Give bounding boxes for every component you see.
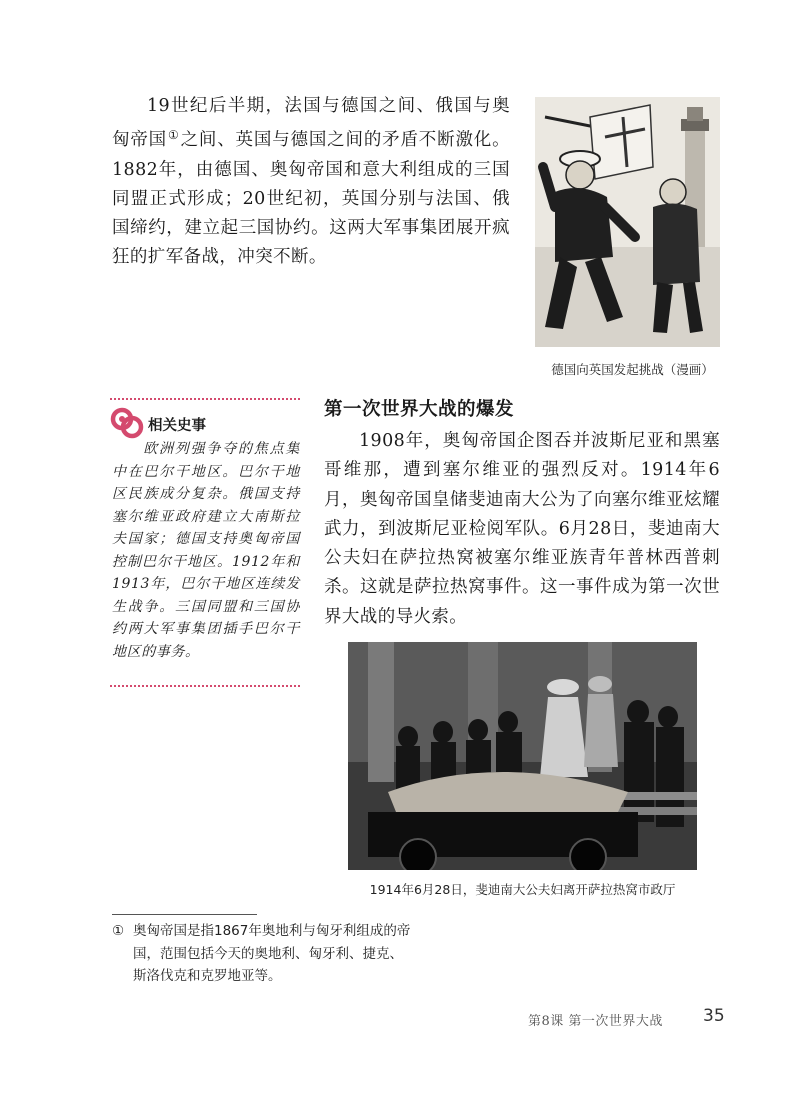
sarajevo-photo-caption: 1914年6月28日，斐迪南大公夫妇离开萨拉热窝市政厅 [369,882,676,897]
running-header: 第8课 第一次世界大战 [528,1014,663,1029]
sidebar-bottom-divider [110,685,300,687]
intro-text-part2: 之间、英国与德国之间的矛盾不断激化。1882年，由德国、奥匈帝国和意大利组成的三国同盟正式形成；20世纪初，英国分别与法国、俄国缔约，建立起三国协约。这两大军事集团展开疯狂的扩军备战，冲突不断。 [112,130,510,268]
intro-text-part1: 19世纪后半期，法国与德国之间、俄国与奥匈帝国 [112,96,510,151]
footnote [112,920,412,988]
sidebar-top-divider [110,398,300,400]
cartoon-image [535,97,720,347]
footnote-divider [112,914,257,915]
section-paragraph [324,427,720,632]
section-heading: 第一次世界大战的爆发 [324,399,515,420]
related-history-sidebar [110,398,300,660]
sidebar-text [112,438,300,663]
cartoon-illustration [535,97,720,347]
page-number: 35 [703,1006,725,1026]
sarajevo-photo [348,642,697,870]
footnote-reference[interactable]: ① [167,128,180,143]
sarajevo-photo-illustration [348,642,697,870]
section-paragraph-text: 1908年，奥匈帝国企图吞并波斯尼亚和黑塞哥维那，遭到塞尔维亚的强烈反对。1914年6月，奥匈帝国皇储斐迪南大公为了向塞尔维亚炫耀武力，到波斯尼亚检阅军队。6月28日，斐迪南大公夫妇在萨拉热窝被塞尔维亚族青年普林西普刺杀。这就是萨拉热窝事件。这一事件成为第一次世界大战的导火索。 [324,431,720,627]
cartoon-caption: 德国向英国发起挑战（漫画） [551,362,714,377]
sidebar-title: 相关史事 [148,418,206,434]
footnote-text: 奥匈帝国是指1867年奥地利与匈牙利组成的帝国，范围包括今天的奥地利、匈牙利、捷克、斯洛伐克和克罗地亚等。 [133,923,411,984]
history-swirl-icon [110,406,144,440]
intro-paragraph [112,92,510,273]
footnote-mark: ① [112,923,125,939]
sidebar-body: 欧洲列强争夺的焦点集中在巴尔干地区。巴尔干地区民族成分复杂。俄国支持塞尔维亚政府建立大南斯拉夫国家；德国支持奥匈帝国控制巴尔干地区。1912年和1913年，巴尔干地区连续发生战争。三国同盟和三国协约两大军事集团插手巴尔干地区的事务。 [112,441,300,660]
